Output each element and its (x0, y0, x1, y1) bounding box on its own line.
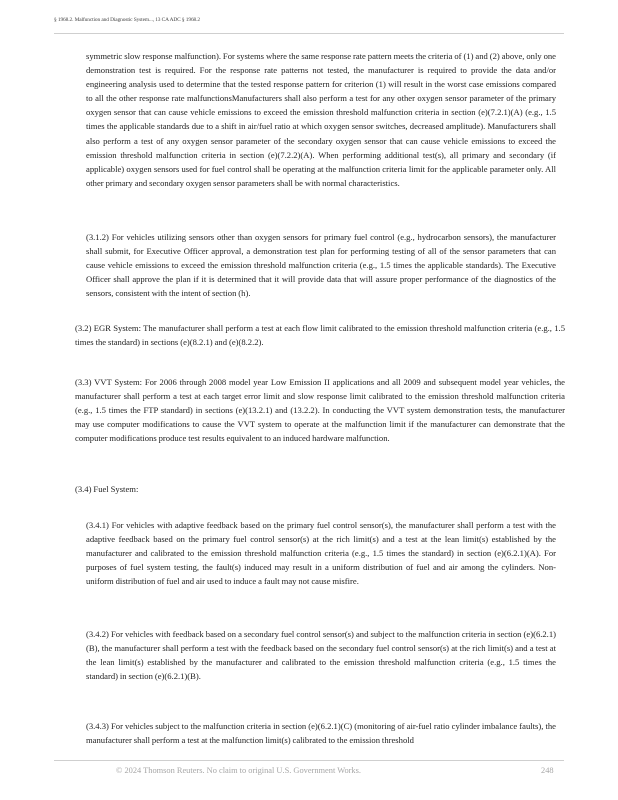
paragraph-3-4-3: (3.4.3) For vehicles subject to the malfunction criteria in section (e)(6.2.1)(C) (monitoring of air-fuel ratio cylinder imbalance faults), the manufacturer shall perform a test at the malfunction limit(s) calibrated to the emission threshold (86, 721, 556, 746)
paragraph-3-4-2: (3.4.2) For vehicles with feedback based on a secondary fuel control sensor(s) and subject to the malfunction criteria in section (e)(6.2.1)(B), the manufacturer shall perform a test with the feedback based on the secondary fuel control sensor(s) at the rich limit(s) and a test at the lean limit(s) established by the manufacturer and calibrated to the emission threshold malfunction criteria (e.g., 1.5 times the standard) in section (e)(6.2.1)(B). (86, 629, 556, 682)
running-head: § 1968.2. Malfunction and Diagnostic System..., 13 CA ADC § 1968.2 (54, 17, 200, 23)
paragraph-3-4-1: (3.4.1) For vehicles with adaptive feedback based on the primary fuel control sensor(s), the manufacturer shall perform a test with the adaptive feedback based on the primary fuel control sensor(s) at the rich limit(s) and a test at the lean limit(s) established by the manufacturer and calibrated to the emission threshold malfunction criteria (e.g., 1.5 times the standard) in section (e)(6.2.1)(A). For purposes of fuel system testing, the fault(s) induced may result in a uniform distribution of fuel and air among the cylinders. Non-uniform distribution of fuel and air used to induce a fault may not cause misfire. (86, 520, 556, 587)
footer-divider (54, 760, 564, 761)
paragraph-3-3-vvt-system: (3.3) VVT System: For 2006 through 2008 model year Low Emission II applications and all 2009 and subsequent model year vehicles, the manufacturer shall perform a test at each target error limit and slow response limit calibrated to the emission threshold malfunction criteria (e.g., 1.5 times the FTP standard) in sections (e)(13.2.1) and (13.2.2). In conducting the VVT system demonstration tests, the manufacturer may use computer modifications to cause the VVT system to operate at the malfunction limit if the manufacturer can demonstrate that the computer modifications produce test results equivalent to an induced hardware malfunction. (75, 377, 565, 444)
header-divider (54, 33, 564, 34)
page-number: 248 (541, 766, 554, 775)
paragraph-oxygen-sensor-continued: symmetric slow response malfunction). For systems where the same response rate pattern meets the criteria of (1) and (2) above, only one demonstration test is required. For the response rate patterns not tested, the manufacturer is required to provide the data and/or engineering analysis used to determine that the tested response pattern for criterion (1) will result in the worst case emissions compared to all the other response rate malfunctionsManufacturers shall also perform a test for any other oxygen sensor parameter of the primary oxygen sensor that can cause vehicle emissions to exceed the emission threshold malfunction criteria in section (e)(7.2.1)(A) (e.g., 1.5 times the applicable standards due to a shift in air/fuel ratio at which oxygen sensor switches, decreased amplitude). Manufacturers shall also perform a test of any oxygen sensor parameter of the secondary oxygen sensor that can cause vehicle emissions to exceed the emission threshold malfunction criteria in section (e)(7.2.2)(A). When performing additional test(s), all primary and secondary (if applicable) oxygen sensors used for fuel control shall be operating at the malfunction criteria limit for the applicable parameter only. All other primary and secondary oxygen sensor parameters shall be with normal characteristics. (86, 51, 556, 188)
paragraph-3-2-egr-system: (3.2) EGR System: The manufacturer shall perform a test at each flow limit calibrated to the emission threshold malfunction criteria (e.g., 1.5 times the standard) in sections (e)(8.2.1) and (e)(8.2.2). (75, 323, 565, 348)
paragraph-3-4-fuel-system-heading: (3.4) Fuel System: (75, 484, 139, 494)
footer-copyright: © 2024 Thomson Reuters. No claim to original U.S. Government Works. (116, 766, 361, 775)
paragraph-3-1-2: (3.1.2) For vehicles utilizing sensors other than oxygen sensors for primary fuel control (e.g., hydrocarbon sensors), the manufacturer shall submit, for Executive Officer approval, a demonstration test plan for performing testing of all of the sensor parameters that can cause vehicle emissions to exceed the emission threshold malfunction criteria (e.g., 1.5 times the applicable standards). The Executive Officer shall approve the plan if it is determined that it will provide data that will assure proper performance of the diagnostics of the sensors, consistent with the intent of section (h). (86, 232, 556, 299)
